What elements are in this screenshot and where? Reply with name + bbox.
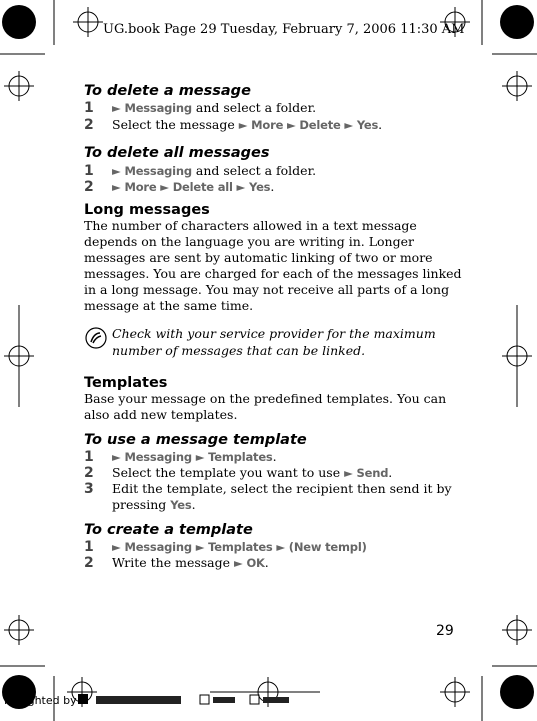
heading-use-template: To use a message template — [84, 432, 307, 448]
heading-long-messages: Long messages — [84, 202, 210, 218]
page-header: UG.book Page 29 Tuesday, February 7, 2006 11:30 AM — [103, 22, 465, 37]
step-2: 2 ► More ► Delete all ► Yes. — [84, 179, 275, 195]
step-2: 2 Write the message ► OK. — [84, 555, 269, 571]
step-2: 2 Select the template you want to use ► Send. — [84, 465, 393, 481]
step-2: 2 Select the message ► More ► Delete ► Yes. — [84, 117, 383, 133]
templates-paragraph: Base your message on the predefined templates. You can also add new templates. — [84, 391, 447, 422]
heading-templates: Templates — [84, 375, 168, 391]
step-1: 1 ► Messaging and select a folder. — [84, 100, 317, 116]
step-1: 1 ► Messaging ► Templates. — [84, 449, 277, 465]
step-1: 1 ► Messaging and select a folder. — [84, 163, 317, 179]
note-text: Check with your service provider for the maximum number of messages that can be linked. — [112, 326, 436, 358]
page-number: 29 — [436, 623, 454, 639]
long-messages-paragraph: The number of characters allowed in a text message depends on the language you are writing in. Longer messages are sent by automatic linking of two or more messages. You are charged for each of the messages linked in a long message. You may not receive all parts of a long message at the same time. — [84, 218, 462, 313]
heading-delete-all: To delete all messages — [84, 145, 270, 161]
step-1: 1 ► Messaging ► Templates ► (New templ) — [84, 539, 367, 555]
step-3-continued: pressing Yes. — [112, 497, 196, 512]
step-3: 3 Edit the template, select the recipient then send it by — [84, 481, 452, 497]
prelight-logo-icon — [78, 692, 293, 708]
footer-prelighted: Prelighted by — [4, 694, 77, 707]
heading-delete-message: To delete a message — [84, 83, 251, 99]
heading-create-template: To create a template — [84, 522, 253, 538]
note-icon — [85, 327, 107, 349]
